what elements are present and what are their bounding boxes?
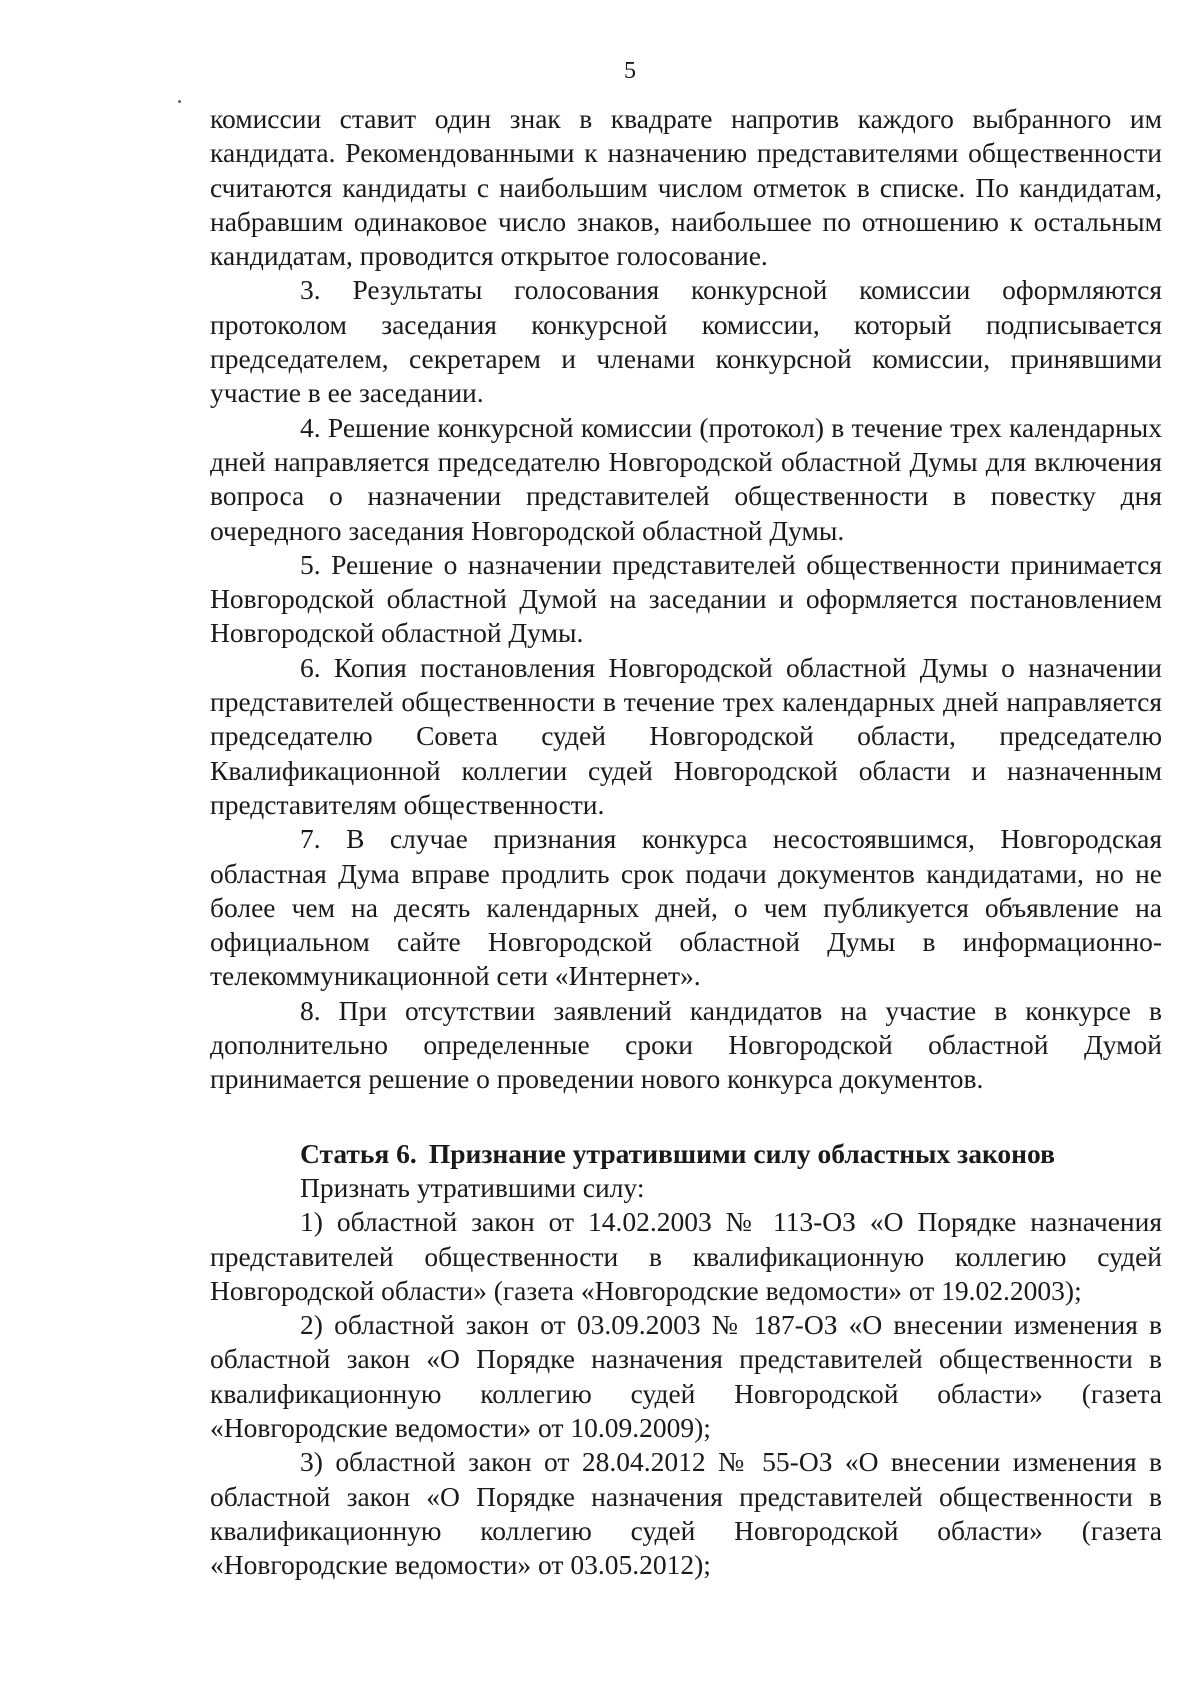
- document-body: [210, 102, 1162, 1582]
- repealed-law-item-1: 1) областной закон от 14.02.2003 № 113-ОЗ «О Порядке назначения представителей общественности в квалификационную коллегию судей Новгородской области» (газета «Новгородские ведомости» от 19.02.2003);: [210, 1206, 1162, 1306]
- paragraph-item-3: 3. Результаты голосования конкурсной комиссии оформляются протоколом заседания конкурсной комиссии, который подписывается председателем, секретарем и членами конкурсной комиссии, принявшими участие в ее заседании.: [210, 274, 1162, 409]
- page-number: 5: [624, 58, 636, 84]
- paragraph-item-6: 6. Копия постановления Новгородской областной Думы о назначении представителей общественности в течение трех календарных дней направляется председателю Совета судей Новгородской области, председателю Квалификационной коллегии судей Новгородской области и назначенным представителям общественности.: [210, 651, 1162, 820]
- paragraph-item-8: 8. При отсутствии заявлений кандидатов на участие в конкурсе в дополнительно определенные сроки Новгородской областной Думой принимается решение о проведении нового конкурса документов.: [210, 994, 1162, 1095]
- scan-artifact-dot: [178, 100, 181, 103]
- article-intro: Признать утратившими силу:: [300, 1171, 645, 1203]
- repealed-law-item-2: 2) областной закон от 03.09.2003 № 187-ОЗ «О внесении изменения в областной закон «О Порядке назначения представителей общественности в квалификационную коллегию судей Новгородской области» (газета «Новгородские ведомости» от 10.09.2009);: [210, 1309, 1162, 1443]
- repealed-law-item-3: 3) областной закон от 28.04.2012 № 55-ОЗ «О внесении изменения в областной закон «О Порядке назначения представителей общественности в квалификационную коллегию судей Новгородской области» (газета «Новгородские ведомости» от 03.05.2012);: [210, 1446, 1162, 1581]
- article-number: Статья 6.: [300, 1137, 417, 1169]
- paragraph-item-5: 5. Решение о назначении представителей общественности принимается Новгородской областной Думой на заседании и оформляется постановлением Новгородской областной Думы.: [210, 548, 1162, 649]
- paragraph-continuation: комиссии ставит один знак в квадрате напротив каждого выбранного им кандидата. Рекомендованными к назначению представителями общественности считаются кандидаты с наибольшим числом отметок в списке. По кандидатам, набравшим одинаковое число знаков, наибольшее по отношению к остальным кандидатам, проводится открытое голосование.: [210, 103, 1162, 272]
- paragraph-item-7: 7. В случае признания конкурса несостоявшимся, Новгородская областная Дума вправе продлить срок подачи документов кандидатами, но не более чем на десять календарных дней, о чем публикуется объявление на официальном сайте Новгородской областной Думы в информационно-телекоммуникационной сети «Интернет».: [210, 823, 1162, 992]
- paragraph-item-4: 4. Решение конкурсной комиссии (протокол) в течение трех календарных дней направляется председателю Новгородской областной Думы для включения вопроса о назначении представителей общественности в повестку дня очередного заседания Новгородской областной Думы.: [210, 411, 1162, 546]
- article-title: Признание утратившими силу областных законов: [428, 1137, 1055, 1169]
- article-heading: [210, 1137, 1162, 1171]
